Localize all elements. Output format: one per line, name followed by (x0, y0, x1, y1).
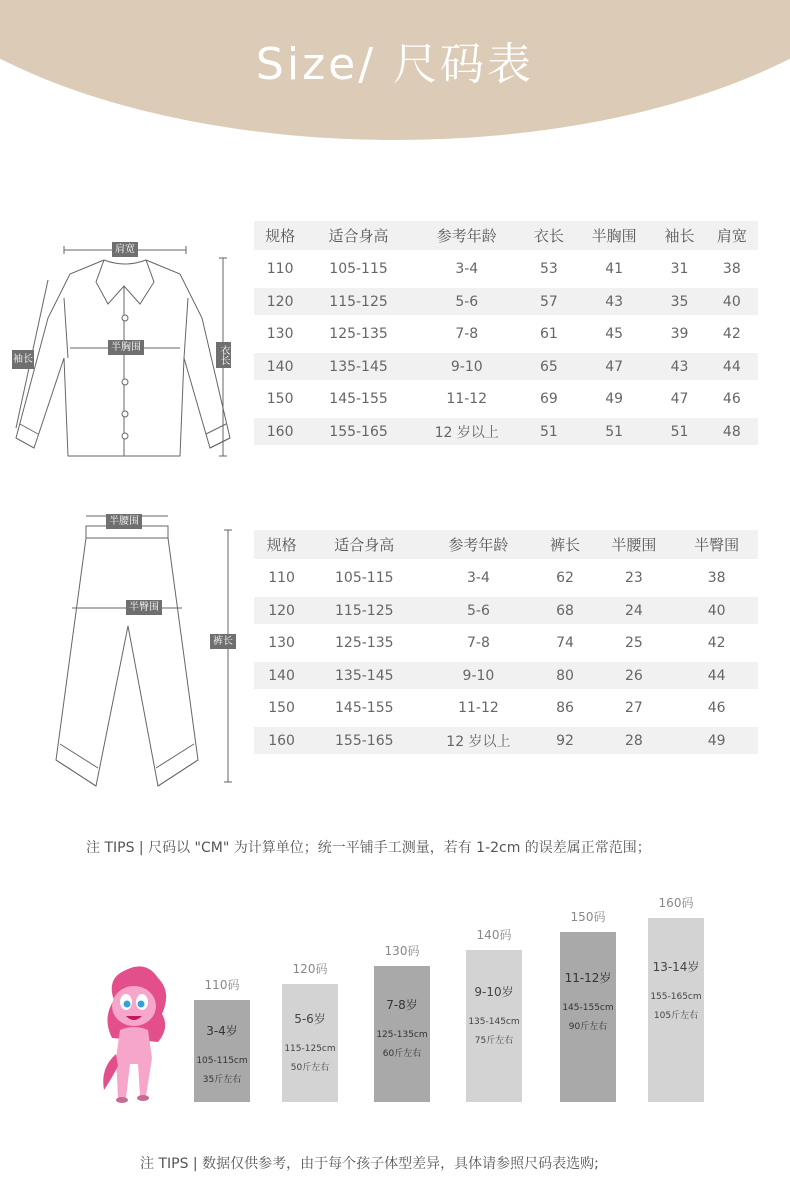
top-table-cell: 44 (706, 353, 758, 380)
bar-age-label: 9-10岁 (474, 985, 514, 1000)
top-table-cell: 110 (266, 261, 294, 277)
tips-measurement: 注 TIPS | 尺码以 "CM" 为计算单位；统一平铺手工测量，若有 1-2cm 的误差属正常范围； (86, 840, 651, 856)
top-table-cell: 42 (722, 326, 741, 342)
pants-table-cell: 86 (556, 700, 574, 716)
top-table-cell: 3-4 (455, 261, 479, 277)
pants-table-cell: 125-135 (335, 635, 394, 651)
page-title: Size/ 尺码表 (255, 39, 535, 90)
bar-age-label: 5-6岁 (294, 1011, 326, 1026)
pants-column-header: 半腰围 (593, 530, 676, 559)
pants-table-cell: 3-4 (466, 570, 490, 586)
pants-table-cell: 44 (675, 662, 758, 689)
size-bar (194, 1000, 250, 1102)
top-table-cell: 51 (653, 418, 705, 445)
pants-table-cell: 74 (556, 635, 574, 651)
bar-size-label: 150码 (570, 910, 606, 924)
top-table-cell: 38 (722, 261, 741, 277)
bar-height-label: 145-155cm (562, 1003, 614, 1014)
tips-reference: 注 TIPS | 数据仅供参考，由于每个孩子体型差异，具体请参照尺码表选购; (140, 1156, 599, 1172)
bar-weight-label: 90斤左右 (568, 1022, 608, 1033)
top-table-cell: 5-6 (411, 288, 523, 315)
bar-age-label: 13-14岁 (652, 960, 700, 975)
pants-table-cell: 46 (707, 700, 726, 716)
top-table-cell: 125-135 (329, 326, 388, 342)
top-column-header: 适合身高 (306, 221, 411, 250)
bar-height-label: 135-145cm (468, 1017, 520, 1028)
pants-table-cell: 28 (593, 727, 676, 754)
chest-label: 半胸围 (108, 340, 144, 355)
top-table-cell: 130 (266, 326, 294, 342)
pants-table-cell: 40 (675, 597, 758, 624)
top-table-cell: 135-145 (306, 353, 411, 380)
bar-size-label: 160码 (658, 896, 694, 910)
pants-table-cell: 5-6 (419, 597, 537, 624)
pants-table-cell: 110 (268, 570, 295, 586)
pants-table-cell: 145-155 (335, 700, 394, 716)
pants-length-label: 裤长 (210, 634, 236, 649)
bar-size-label: 120码 (292, 962, 328, 976)
bar-height-label: 105-115cm (196, 1056, 248, 1067)
top-table-cell: 51 (523, 418, 575, 445)
pants-table-cell: 23 (625, 570, 643, 586)
pants-table-cell: 49 (675, 727, 758, 754)
top-table-cell: 11-12 (446, 391, 488, 407)
top-table-cell: 155-165 (306, 418, 411, 445)
top-table-cell: 45 (605, 326, 624, 342)
top-table-cell: 40 (706, 288, 758, 315)
pants-table-cell: 155-165 (309, 727, 419, 754)
pants-table-cell: 105-115 (335, 570, 394, 586)
top-table-cell: 47 (575, 353, 653, 380)
pants-table-cell: 38 (707, 570, 726, 586)
pants-table-cell: 135-145 (309, 662, 419, 689)
pants-table-cell: 24 (593, 597, 676, 624)
top-table-cell: 150 (266, 391, 294, 407)
pants-table-cell: 130 (268, 635, 295, 651)
top-table-cell: 43 (653, 353, 705, 380)
top-table-cell: 47 (670, 391, 689, 407)
sleeve-label: 袖长 (12, 350, 34, 369)
top-table-cell: 115-125 (306, 288, 411, 315)
bar-age-label: 7-8岁 (386, 997, 418, 1012)
pants-column-header: 半臀围 (675, 530, 758, 559)
top-table-cell: 69 (539, 391, 558, 407)
pants-table-cell: 42 (707, 635, 726, 651)
pants-table-cell: 62 (556, 570, 574, 586)
size-bar (560, 932, 616, 1102)
size-bar (282, 984, 338, 1102)
top-column-header: 肩宽 (706, 221, 758, 250)
top-table-cell: 7-8 (455, 326, 479, 342)
pony-mascot-image (92, 958, 172, 1108)
top-table-cell: 49 (605, 391, 624, 407)
top-table-cell: 160 (254, 418, 306, 445)
bar-size-label: 110码 (204, 978, 240, 992)
top-table-cell: 61 (539, 326, 558, 342)
top-table-cell: 31 (670, 261, 689, 277)
pants-table-cell: 140 (254, 662, 309, 689)
top-table-cell: 140 (254, 353, 306, 380)
top-table-cell: 51 (575, 418, 653, 445)
top-column-header: 半胸围 (575, 221, 653, 250)
bar-weight-label: 60斤左右 (382, 1048, 422, 1059)
pants-column-header: 参考年龄 (419, 530, 537, 559)
top-table-cell: 53 (539, 261, 558, 277)
size-bar (374, 966, 430, 1102)
pants-table-cell: 25 (625, 635, 643, 651)
top-table-cell: 105-115 (329, 261, 388, 277)
bar-weight-label: 105斤左右 (653, 1011, 699, 1022)
pants-table-cell: 80 (537, 662, 592, 689)
pants-table-cell: 115-125 (309, 597, 419, 624)
pants-table-cell: 11-12 (458, 700, 499, 716)
pants-column-header: 适合身高 (309, 530, 419, 559)
pants-table-cell: 27 (625, 700, 643, 716)
pants-table-cell: 160 (254, 727, 309, 754)
pants-table-cell: 9-10 (419, 662, 537, 689)
pants-table-cell: 26 (593, 662, 676, 689)
top-table-cell: 65 (523, 353, 575, 380)
pants-table-cell: 92 (537, 727, 592, 754)
top-table-cell: 48 (706, 418, 758, 445)
top-column-header: 袖长 (653, 221, 705, 250)
pants-column-header: 规格 (254, 530, 309, 559)
bar-size-label: 140码 (476, 928, 512, 942)
pants-column-header: 裤长 (537, 530, 592, 559)
shoulder-label: 肩宽 (112, 242, 138, 257)
top-table-cell: 9-10 (411, 353, 523, 380)
pants-table-cell: 150 (268, 700, 295, 716)
top-table-cell: 120 (254, 288, 306, 315)
top-table-cell: 46 (722, 391, 741, 407)
top-table-cell: 43 (575, 288, 653, 315)
top-table-cell: 35 (653, 288, 705, 315)
bar-height-label: 115-125cm (284, 1043, 336, 1054)
top-table-cell: 41 (605, 261, 624, 277)
top-column-header: 衣长 (523, 221, 575, 250)
size-bar (466, 950, 522, 1102)
top-column-header: 参考年龄 (411, 221, 523, 250)
bar-weight-label: 75斤左右 (474, 1036, 514, 1047)
pants-table-cell: 7-8 (466, 635, 490, 651)
pants-table-cell: 68 (537, 597, 592, 624)
top-table-cell: 145-155 (329, 391, 388, 407)
length-label: 衣长 (216, 342, 231, 368)
waist-label: 半腰围 (106, 514, 142, 529)
pants-table-cell: 120 (254, 597, 309, 624)
bar-age-label: 3-4岁 (206, 1024, 238, 1039)
bar-weight-label: 50斤左右 (290, 1062, 330, 1073)
bar-age-label: 11-12岁 (564, 971, 612, 986)
bar-weight-label: 35斤左右 (202, 1075, 242, 1086)
pants-table-cell: 12 岁以上 (419, 727, 537, 754)
bar-height-label: 155-165cm (650, 992, 702, 1003)
hip-label: 半臀围 (126, 600, 162, 615)
bar-size-label: 130码 (384, 944, 420, 958)
top-table-cell: 57 (523, 288, 575, 315)
top-column-header: 规格 (254, 221, 306, 250)
top-table-cell: 39 (670, 326, 689, 342)
top-table-cell: 12 岁以上 (411, 418, 523, 445)
bar-height-label: 125-135cm (376, 1029, 428, 1040)
size-bar (648, 918, 704, 1102)
